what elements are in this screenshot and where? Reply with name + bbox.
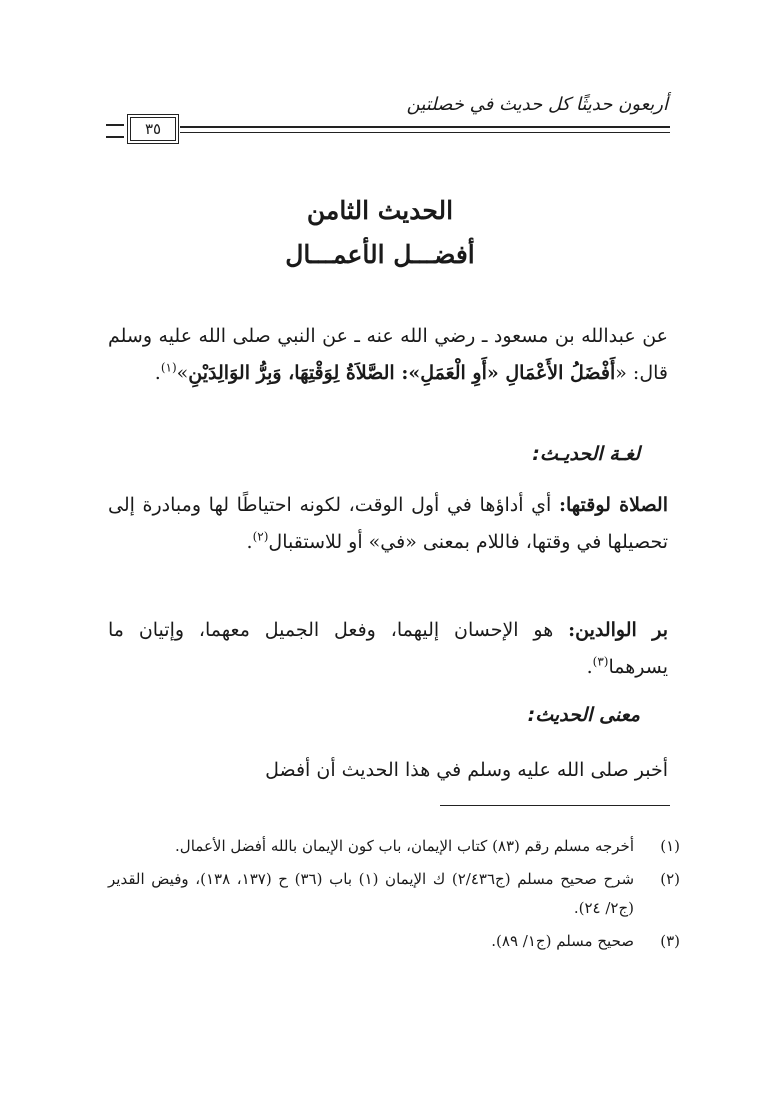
header-rule bbox=[180, 126, 670, 128]
footnote-reference-2[interactable]: (٢) bbox=[252, 529, 269, 544]
footnote-number: (١) bbox=[660, 837, 680, 855]
footnotes-list bbox=[108, 832, 680, 960]
section-heading-language: لغـة الحديـث: bbox=[532, 443, 640, 465]
footnote-reference-3[interactable]: (٣) bbox=[592, 654, 609, 669]
footnote-text: أخرجه مسلم رقم (٨٣) كتاب الإيمان، باب كون الإيمان بالله أفضل الأعمال. bbox=[175, 837, 634, 855]
hadith-end-punct: . bbox=[154, 362, 161, 384]
page-number-box: ٣٥ bbox=[130, 117, 176, 141]
hadith-subject-title: أفضـــل الأعمـــال bbox=[285, 240, 475, 269]
definition-end-prayer: . bbox=[246, 531, 253, 553]
footnote-item bbox=[108, 832, 680, 861]
definition-text-parents: هو الإحسان إليهما، وفعل الجميل معهما، وإتيان ما يسرهما bbox=[108, 619, 668, 678]
running-header-title: أربعون حديثًا كل حديث في خصلتين bbox=[406, 94, 668, 115]
header-rule-thin bbox=[180, 132, 670, 133]
footnote-number: (٢) bbox=[660, 870, 680, 888]
definition-end-parents: . bbox=[586, 656, 593, 678]
definition-text-prayer: أي أداؤها في أول الوقت، لكونه احتياطًا لها ومبادرة إلى تحصيلها في وقتها، فاللام بمعنى «في» أو للاستقبال bbox=[108, 494, 668, 553]
definition-term-parents: بر الوالدين: bbox=[568, 619, 668, 641]
hadith-text: أَفْضَلُ الأَعْمَالِ «أَوِ الْعَمَلِ»: الصَّلاَةُ لِوَقْتِهَا، وَبِرُّ الوَالِدَيْنِ bbox=[188, 362, 616, 384]
footnote-item bbox=[108, 865, 680, 923]
definition-paragraph-parents bbox=[108, 612, 668, 686]
hadith-paragraph bbox=[108, 318, 668, 392]
section-heading-meaning: معنى الحديث: bbox=[527, 704, 640, 726]
footnote-text: صحيح مسلم (ج١/ ٨٩). bbox=[491, 932, 634, 950]
hadith-number-title: الحديث الثامن bbox=[306, 196, 454, 225]
footnote-separator bbox=[440, 805, 670, 806]
quote-open: « bbox=[615, 362, 627, 384]
footnote-item bbox=[108, 927, 680, 956]
hadith-intro: عن عبدالله بن مسعود ـ رضي الله عنه ـ عن النبي صلى الله عليه وسلم قال: bbox=[108, 325, 668, 384]
definition-paragraph-prayer bbox=[108, 487, 668, 561]
quote-close: » bbox=[176, 362, 189, 384]
footnote-reference-1[interactable]: (١) bbox=[160, 360, 177, 375]
footnote-text: شرح صحيح مسلم (ج٢/٤٣٦) ك الإيمان (١) باب (٣٦) ح (١٣٧، ١٣٨)، وفيض القدير (ج٢/ ٢٤). bbox=[108, 870, 635, 917]
footnote-number: (٣) bbox=[660, 932, 680, 950]
page-number-ornament bbox=[106, 124, 124, 138]
meaning-paragraph: أخبر صلى الله عليه وسلم في هذا الحديث أن أفضل bbox=[265, 759, 668, 781]
definition-term-prayer: الصلاة لوقتها: bbox=[558, 494, 669, 516]
